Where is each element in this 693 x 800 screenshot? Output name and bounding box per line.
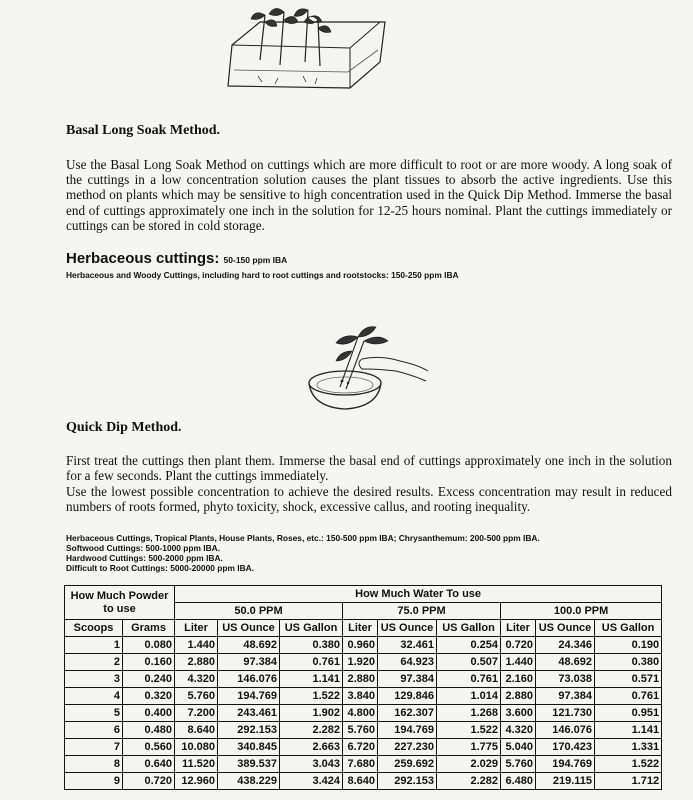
table-cell: 1.902 [280,705,343,722]
col-us-ounce: US Ounce [378,620,437,637]
table-cell: 2.282 [437,773,501,790]
table-cell: 12.960 [175,773,218,790]
table-cell: 1.141 [595,722,662,739]
table-cell: 8 [65,756,123,773]
cuttings-tray-illustration [220,0,400,95]
table-cell: 4.800 [343,705,378,722]
table-cell: 3.600 [501,705,536,722]
table-cell: 194.769 [218,688,280,705]
basal-paragraph: Use the Basal Long Soak Method on cuttings which are more difficult to root or are more woody. A long soak of the cuttings in a low concentration solution causes the plant tissues to absorb the active ingredients. Use this method on plants which may be sensitive to high concentration used in the Quick Dip Method. Immerse the basal end of cuttings approximately one inch in the solution for 12-25 hours nominal. Plant the cuttings immediately or cuttings can be stored in cold storage. [66,157,672,233]
col-liter: Liter [343,620,378,637]
table-cell: 4.320 [175,671,218,688]
table-cell: 1.522 [437,722,501,739]
table-cell: 97.384 [536,688,595,705]
table-cell: 0.571 [595,671,662,688]
col-liter: Liter [501,620,536,637]
table-row [65,654,662,671]
herbaceous-title-text: Herbaceous cuttings: [66,250,220,267]
table-cell: 48.692 [218,637,280,654]
table-cell: 0.761 [595,688,662,705]
table-cell: 0.720 [501,637,536,654]
note-hardwood: Hardwood Cuttings: 500-2000 ppm IBA. [66,553,223,563]
table-cell: 11.520 [175,756,218,773]
table-cell: 32.461 [378,637,437,654]
table-cell: 2.880 [343,671,378,688]
table-cell: 5.760 [343,722,378,739]
col-us-ounce: US Ounce [536,620,595,637]
table-cell: 6.720 [343,739,378,756]
table-cell: 0.480 [123,722,175,739]
table-cell: 0.240 [123,671,175,688]
herbaceous-title-note: 50-150 ppm IBA [223,255,288,265]
table-cell: 1.014 [437,688,501,705]
table-cell: 146.076 [218,671,280,688]
col-us-ounce: US Ounce [218,620,280,637]
quickdip-paragraph-2: Use the lowest possible concentration to achieve the desired results. Excess concentration may result in reduced numbers of roots formed, phyto toxicity, shock, excessive callus, and rooting inequality. [66,484,672,515]
table-row [65,705,662,722]
table-cell: 438.229 [218,773,280,790]
table-cell: 73.038 [536,671,595,688]
table-cell: 1.268 [437,705,501,722]
table-cell: 0.951 [595,705,662,722]
table-cell: 0.640 [123,756,175,773]
table-cell: 3.424 [280,773,343,790]
table-cell: 97.384 [378,671,437,688]
group-header-100: 100.0 PPM [501,603,662,620]
table-cell: 227.230 [378,739,437,756]
col-us-gallon: US Gallon [437,620,501,637]
table-cell: 194.769 [536,756,595,773]
table-cell: 7.680 [343,756,378,773]
table-cell: 0.080 [123,637,175,654]
table-cell: 1.141 [280,671,343,688]
group-header-75: 75.0 PPM [343,603,501,620]
col-liter: Liter [175,620,218,637]
table-row [65,722,662,739]
table-cell: 2.029 [437,756,501,773]
table-cell: 292.153 [378,773,437,790]
table-cell: 219.115 [536,773,595,790]
table-cell: 0.507 [437,654,501,671]
table-row [65,671,662,688]
table-cell: 48.692 [536,654,595,671]
quickdip-heading: Quick Dip Method. [66,420,182,435]
table-cell: 1.920 [343,654,378,671]
table-cell: 129.846 [378,688,437,705]
table-cell: 1.440 [175,637,218,654]
table-cell: 194.769 [378,722,437,739]
group-header-50: 50.0 PPM [175,603,343,620]
herbaceous-title [66,250,287,267]
table-cell: 0.400 [123,705,175,722]
table-cell: 0.160 [123,654,175,671]
dosage-table-body [65,637,662,790]
table-cell: 5.040 [501,739,536,756]
table-cell: 162.307 [378,705,437,722]
table-cell: 0.560 [123,739,175,756]
table-cell: 2.880 [175,654,218,671]
table-cell: 6 [65,722,123,739]
table-cell: 121.730 [536,705,595,722]
quick-dip-illustration [300,325,435,420]
table-cell: 1.712 [595,773,662,790]
table-row [65,756,662,773]
table-cell: 0.254 [437,637,501,654]
table-cell: 259.692 [378,756,437,773]
table-row [65,688,662,705]
table-cell: 0.761 [437,671,501,688]
table-cell: 1 [65,637,123,654]
water-header: How Much Water To use [175,586,662,603]
table-cell: 3.043 [280,756,343,773]
table-cell: 4.320 [501,722,536,739]
table-cell: 340.845 [218,739,280,756]
table-cell: 4 [65,688,123,705]
col-us-gallon: US Gallon [595,620,662,637]
table-cell: 0.960 [343,637,378,654]
table-cell: 7 [65,739,123,756]
note-difficult: Difficult to Root Cuttings: 5000-20000 ppm IBA. [66,563,254,573]
table-cell: 389.537 [218,756,280,773]
col-us-gallon: US Gallon [280,620,343,637]
table-cell: 1.522 [280,688,343,705]
table-cell: 5.760 [175,688,218,705]
table-cell: 1.440 [501,654,536,671]
table-cell: 1.331 [595,739,662,756]
table-cell: 8.640 [343,773,378,790]
note-softwood: Softwood Cuttings: 500-1000 ppm IBA. [66,543,221,553]
table-cell: 3.840 [343,688,378,705]
table-cell: 3 [65,671,123,688]
table-cell: 1.522 [595,756,662,773]
table-cell: 24.346 [536,637,595,654]
table-cell: 2.282 [280,722,343,739]
note-herbaceous: Herbaceous Cuttings, Tropical Plants, House Plants, Roses, etc.: 150-500 ppm IBA; Chrysanthemum: 200-500 ppm IBA. [66,533,540,543]
table-cell: 10.080 [175,739,218,756]
table-cell: 243.461 [218,705,280,722]
col-scoops: Scoops [65,620,123,637]
table-cell: 6.480 [501,773,536,790]
table-cell: 2.880 [501,688,536,705]
table-cell: 0.320 [123,688,175,705]
table-cell: 1.775 [437,739,501,756]
table-row [65,637,662,654]
table-cell: 170.423 [536,739,595,756]
dosage-table [64,585,662,790]
table-cell: 64.923 [378,654,437,671]
table-cell: 146.076 [536,722,595,739]
table-cell: 97.384 [218,654,280,671]
table-cell: 2.663 [280,739,343,756]
table-cell: 9 [65,773,123,790]
table-cell: 0.380 [595,654,662,671]
table-cell: 0.761 [280,654,343,671]
table-row [65,773,662,790]
table-cell: 5.760 [501,756,536,773]
table-cell: 2 [65,654,123,671]
table-cell: 2.160 [501,671,536,688]
table-cell: 0.720 [123,773,175,790]
quickdip-paragraph-1: First treat the cuttings then plant them. Immerse the basal end of cuttings approximately one inch in the solution for a few seconds. Plant the cuttings immediately. [66,453,672,484]
table-row [65,739,662,756]
powder-header: How Much Powder to use [65,586,175,620]
table-cell: 5 [65,705,123,722]
herbaceous-line: Herbaceous and Woody Cuttings, including hard to root cuttings and rootstocks: 150-250 ppm IBA [66,270,459,280]
table-cell: 0.190 [595,637,662,654]
table-cell: 0.380 [280,637,343,654]
basal-heading: Basal Long Soak Method. [66,123,221,138]
col-grams: Grams [123,620,175,637]
table-cell: 292.153 [218,722,280,739]
table-cell: 8.640 [175,722,218,739]
table-cell: 7.200 [175,705,218,722]
